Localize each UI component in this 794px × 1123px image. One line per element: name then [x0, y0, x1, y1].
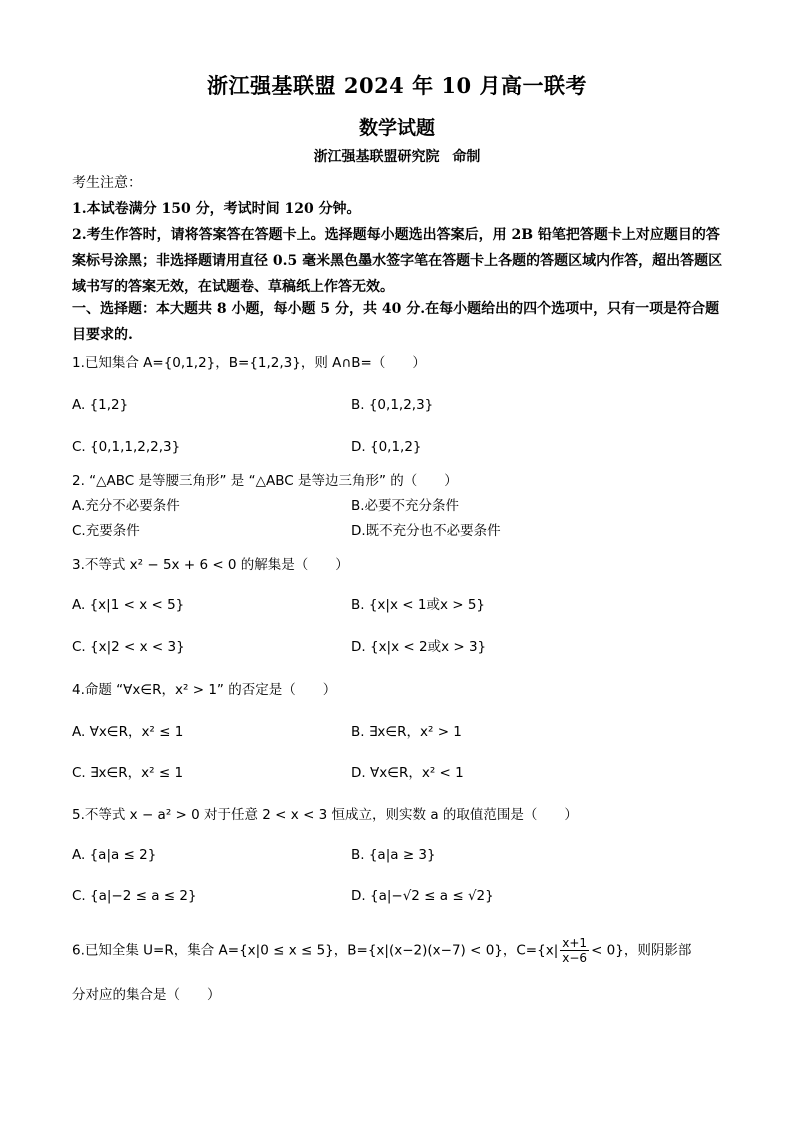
question-4-option-a: A. ∀x∈R，x² ≤ 1	[72, 724, 184, 740]
question-1-option-a: A. {1,2}	[72, 397, 129, 413]
exam-title: 浙江强基联盟 2024 年 10 月高一联考	[207, 73, 587, 98]
question-2-option-d: D.既不充分也不必要条件	[351, 523, 501, 539]
question-3-option-b: B. {x|x < 1或x > 5}	[351, 597, 486, 613]
question-6-stem	[72, 936, 691, 965]
question-4-option-c: C. ∃x∈R，x² ≤ 1	[72, 765, 184, 781]
question-2-option-a: A.充分不必要条件	[72, 498, 180, 514]
question-5-option-d: D. {a|−√2 ≤ a ≤ √2}	[351, 888, 494, 904]
question-5-option-a: A. {a|a ≤ 2}	[72, 847, 157, 863]
question-3-option-a: A. {x|1 < x < 5}	[72, 597, 185, 613]
question-2-option-c: C.充要条件	[72, 523, 140, 539]
question-5-stem: 5.不等式 x − a² > 0 对于任意 2 < x < 3 恒成立，则实数 a 的取值范围是（ ）	[72, 807, 578, 823]
question-1-stem: 1.已知集合 A={0,1,2}，B={1,2,3}，则 A∩B=（ ）	[72, 355, 426, 371]
question-1-option-b: B. {0,1,2,3}	[351, 397, 434, 413]
question-6-fraction-denominator: x−6	[562, 951, 588, 965]
notice-item-2: 2.考生作答时，请将答案答在答题卡上。选择题每小题选出答案后，用 2B 铅笔把答题卡上对应题目的答案标号涂黑；非选择题请用直径 0.5 毫米黑色墨水签字笔在答题卡上各题的答题区域内作答，超出答题区域书写的答案无效，在试题卷、草稿纸上作答无效。	[72, 227, 723, 295]
question-6-continuation: 分对应的集合是（ ）	[72, 987, 221, 1003]
question-6-stem-tail: ，则阴影部	[623, 942, 692, 959]
question-6-stem-text: 6.已知全集 U=R，集合 A={x|0 ≤ x ≤ 5}，B={x|(x−2)(x−7) < 0}，C=	[72, 942, 538, 959]
question-2-stem: 2. “△ABC 是等腰三角形” 是 “△ABC 是等边三角形” 的（ ）	[72, 473, 458, 489]
question-1-option-d: D. {0,1,2}	[351, 439, 422, 455]
question-6-set-c-open: {x|	[537, 942, 559, 959]
question-4-stem: 4.命题 “∀x∈R，x² > 1” 的否定是（ ）	[72, 682, 337, 698]
question-3-stem: 3.不等式 x² − 5x + 6 < 0 的解集是（ ）	[72, 557, 349, 573]
exam-author: 浙江强基联盟研究院 命制	[313, 149, 481, 165]
question-3-option-c: C. {x|2 < x < 3}	[72, 639, 185, 655]
notice-item-1: 1.本试卷满分 150 分，考试时间 120 分钟。	[72, 201, 361, 217]
question-3-option-d: D. {x|x < 2或x > 3}	[351, 639, 487, 655]
question-4-option-d: D. ∀x∈R，x² < 1	[351, 765, 464, 781]
section-heading: 一、选择题：本大题共 8 小题，每小题 5 分，共 40 分.在每小题给出的四个选项中，只有一项是符合题目要求的.	[72, 301, 720, 343]
question-1-option-c: C. {0,1,1,2,2,3}	[72, 439, 181, 455]
question-4-option-b: B. ∃x∈R，x² > 1	[351, 724, 462, 740]
question-5-option-c: C. {a|−2 ≤ a ≤ 2}	[72, 888, 197, 904]
notice-heading: 考生注意：	[72, 175, 142, 191]
question-6-fraction	[560, 936, 589, 965]
question-6-fraction-numerator: x+1	[562, 936, 588, 950]
question-6-set-c-close: < 0}	[591, 942, 624, 959]
question-2-option-b: B.必要不充分条件	[351, 498, 460, 514]
exam-subtitle: 数学试题	[358, 117, 435, 139]
question-5-option-b: B. {a|a ≥ 3}	[351, 847, 436, 863]
